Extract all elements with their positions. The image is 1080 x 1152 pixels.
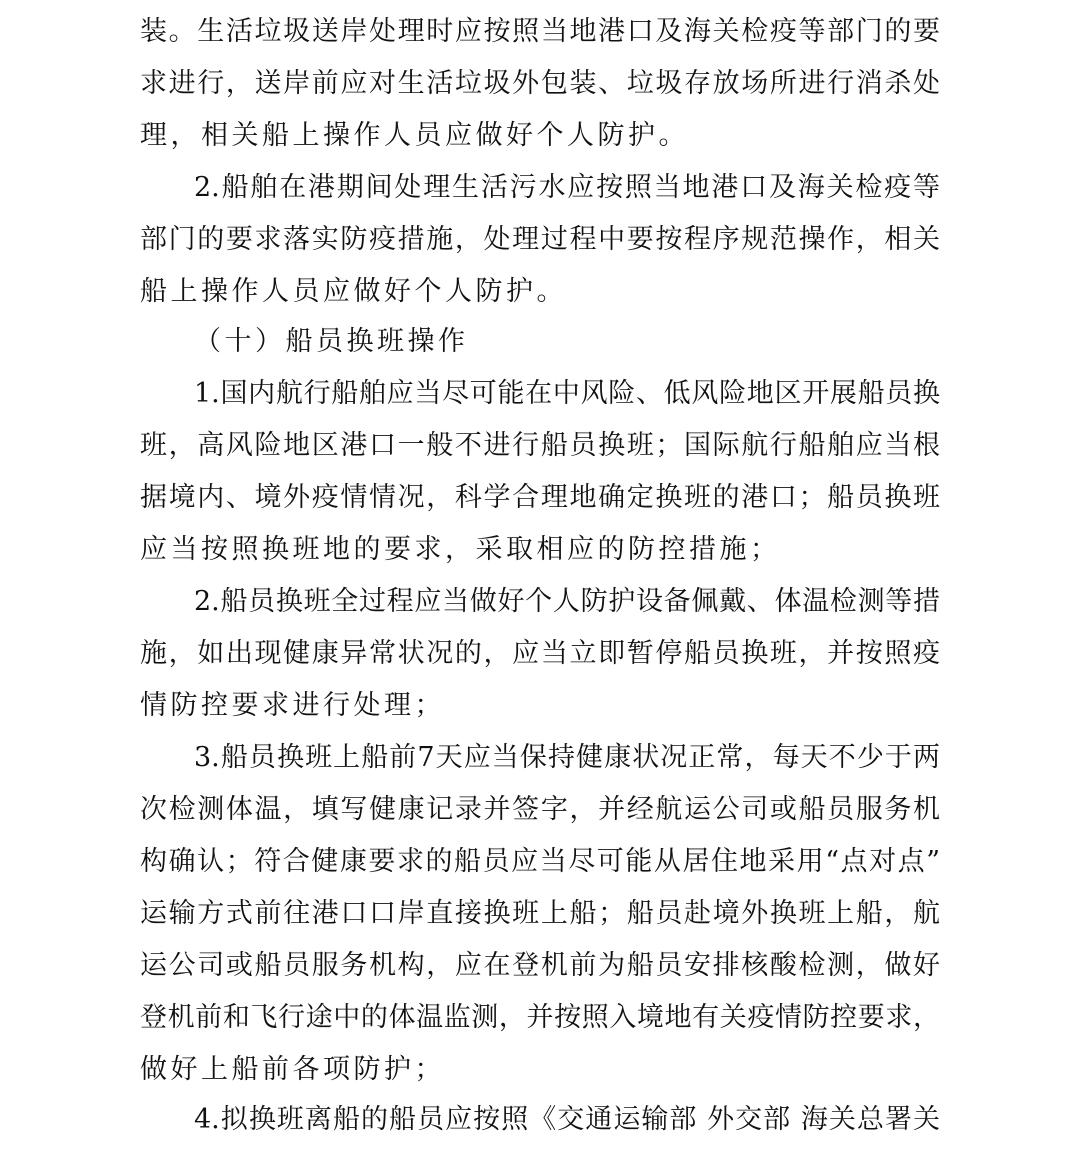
paragraph-line: 构确认；符合健康要求的船员应当尽可能从居住地采用“点对点” xyxy=(140,846,940,877)
paragraph-line: 2.船舶在港期间处理生活污水应按照当地港口及海关检疫等 xyxy=(194,172,940,203)
paragraph-line: 据境内、境外疫情情况，科学合理地确定换班的港口；船员换班 xyxy=(140,482,940,513)
paragraph-line: 班，高风险地区港口一般不进行船员换班；国际航行船舶应当根 xyxy=(140,430,940,461)
paragraph-line: 次检测体温，填写健康记录并签字，并经航运公司或船员服务机 xyxy=(140,794,940,825)
paragraph-line: 3.船员换班上船前7天应当保持健康状况正常，每天不少于两 xyxy=(194,742,940,773)
paragraph-line: 情防控要求进行处理； xyxy=(140,690,445,721)
paragraph-line: 4.拟换班离船的船员应按照《交通运输部 外交部 海关总署关 xyxy=(194,1104,940,1135)
paragraph-line: 1.国内航行船舶应当尽可能在中风险、低风险地区开展船员换 xyxy=(194,378,940,409)
paragraph-line: 施，如出现健康异常状况的，应当立即暂停船员换班，并按照疫 xyxy=(140,638,940,669)
paragraph-line: 2.船员换班全过程应当做好个人防护设备佩戴、体温检测等措 xyxy=(194,586,940,617)
paragraph-line: 登机前和飞行途中的体温监测，并按照入境地有关疫情防控要求， xyxy=(140,1002,940,1033)
paragraph-line: 做好上船前各项防护； xyxy=(140,1054,445,1085)
paragraph-line: 运公司或船员服务机构，应在登机前为船员安排核酸检测，做好 xyxy=(140,950,940,981)
section-heading: （十）船员换班操作 xyxy=(194,326,469,357)
paragraph-line: 装。生活垃圾送岸处理时应按照当地港口及海关检疫等部门的要 xyxy=(140,16,940,47)
paragraph-line: 运输方式前往港口口岸直接换班上船；船员赴境外换班上船，航 xyxy=(140,898,940,929)
paragraph-line: 部门的要求落实防疫措施，处理过程中要按程序规范操作，相关 xyxy=(140,224,940,255)
paragraph-line: 船上操作人员应做好个人防护。 xyxy=(140,276,567,307)
paragraph-line: 理，相关船上操作人员应做好个人防护。 xyxy=(140,120,689,151)
paragraph-line: 应当按照换班地的要求，采取相应的防控措施； xyxy=(140,534,781,565)
paragraph-line: 求进行，送岸前应对生活垃圾外包装、垃圾存放场所进行消杀处 xyxy=(140,68,940,99)
